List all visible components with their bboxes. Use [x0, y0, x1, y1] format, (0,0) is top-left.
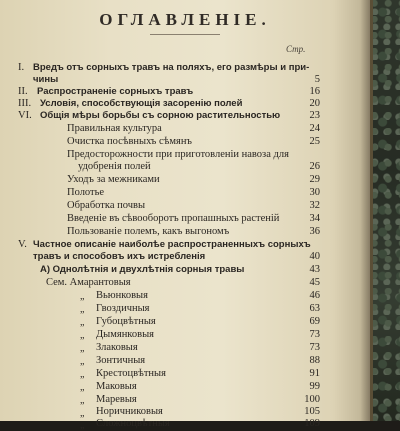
toc-page-number: 34 [309, 213, 320, 224]
toc-page-number: 30 [309, 187, 320, 198]
toc-subentry: Правильная культура [67, 123, 162, 134]
ditto-mark: „ [80, 304, 85, 315]
page-binding-edge [370, 0, 373, 421]
toc-page-number: 88 [309, 355, 320, 366]
toc-number: V. [18, 239, 27, 250]
toc-page-number: 5 [314, 74, 320, 85]
toc-family: Зонтичныя [96, 355, 146, 366]
toc-subentry: Пользованіе полемъ, какъ выгономъ [67, 226, 230, 237]
toc-page-number: 24 [309, 123, 320, 134]
toc-page-number: 109 [304, 418, 320, 429]
toc-family: Гвоздичныя [96, 303, 150, 314]
ditto-mark: „ [80, 343, 85, 354]
toc-page-number: 23 [309, 110, 320, 121]
toc-family: Злаковыя [96, 342, 138, 353]
toc-entry-title: Частное описаніе наиболѣе распространенныхъ сорныхъ [33, 239, 311, 250]
toc-number: VI. [18, 110, 32, 121]
toc-page-number: 40 [309, 251, 320, 262]
toc-page-number: 100 [304, 394, 320, 405]
title-underline [150, 34, 220, 35]
toc-page-number: 43 [309, 264, 320, 275]
ditto-mark: „ [80, 356, 85, 367]
toc-family: Сложноцвѣтныя [96, 418, 170, 429]
ditto-mark: „ [80, 382, 85, 393]
toc-entry-title: Общія мѣры борьбы съ сорною растительностью [40, 110, 281, 121]
toc-entry-title: чины [33, 74, 59, 85]
toc-family: Губоцвѣтныя [96, 316, 156, 327]
toc-family: Маковыя [96, 381, 137, 392]
toc-family: Маревыя [96, 394, 137, 405]
toc-page-number: 20 [309, 98, 320, 109]
toc-subentry: Полотье [67, 187, 105, 198]
toc-number: I. [18, 62, 25, 73]
toc-family: Норичниковыя [96, 406, 163, 417]
toc-family: Дымянковыя [96, 329, 154, 340]
ditto-mark: „ [80, 317, 85, 328]
ditto-mark: „ [80, 330, 85, 341]
toc-page-number: 16 [309, 86, 320, 97]
page-column-label: Стр. [286, 44, 306, 54]
toc-family: Сем. Амарантовыя [46, 277, 131, 288]
toc-entry-title: Условія, способствующія засоренію полей [40, 98, 243, 109]
ditto-mark: „ [80, 395, 85, 406]
toc-subentry: Очистка посѣвныхъ сѣмянъ [67, 136, 192, 147]
toc-number: II. [18, 86, 28, 97]
ditto-mark: „ [80, 408, 85, 419]
toc-entry-title: травъ и способовъ ихъ истребленія [33, 251, 206, 262]
toc-page-number: 46 [309, 290, 320, 301]
ditto-mark: „ [80, 420, 85, 431]
toc-page-number: 32 [309, 200, 320, 211]
toc-page-number: 73 [309, 342, 320, 353]
toc-subentry: удобренія полей [78, 161, 151, 172]
book-cover-edge [370, 0, 400, 421]
toc-page-number: 25 [309, 136, 320, 147]
toc-section-title: А) Однолѣтнія и двухлѣтнія сорныя травы [40, 264, 245, 275]
toc-subentry: Предосторожности при приготовленіи навоза для [67, 149, 289, 160]
toc-page-number: 105 [304, 406, 320, 417]
toc-family: Крестоцвѣтныя [96, 368, 166, 379]
page-title: ОГЛАВЛЕНІЕ. [99, 10, 271, 29]
toc-page-number: 99 [309, 381, 320, 392]
toc-family: Вьюнковыя [96, 290, 148, 301]
toc-page-number: 36 [309, 226, 320, 237]
toc-entry-title: Вредъ отъ сорныхъ травъ на поляхъ, его размѣры и при- [33, 62, 310, 73]
toc-subentry: Уходъ за межниками [67, 174, 160, 185]
toc-page-number: 45 [309, 277, 320, 288]
toc-page-number: 91 [309, 368, 320, 379]
toc-page-number: 69 [309, 316, 320, 327]
ditto-mark: „ [80, 369, 85, 380]
toc-subentry: Введеніе въ сѣвооборотъ пропашныхъ растеній [67, 213, 280, 224]
toc-page-number: 73 [309, 329, 320, 340]
toc-page-number: 29 [309, 174, 320, 185]
toc-entry-title: Распространеніе сорныхъ травъ [37, 86, 194, 97]
ditto-mark: „ [80, 291, 85, 302]
toc-number: III. [18, 98, 32, 109]
toc-page-number: 26 [309, 161, 320, 172]
toc-subentry: Обработка почвы [67, 200, 145, 211]
toc-page-number: 63 [309, 303, 320, 314]
